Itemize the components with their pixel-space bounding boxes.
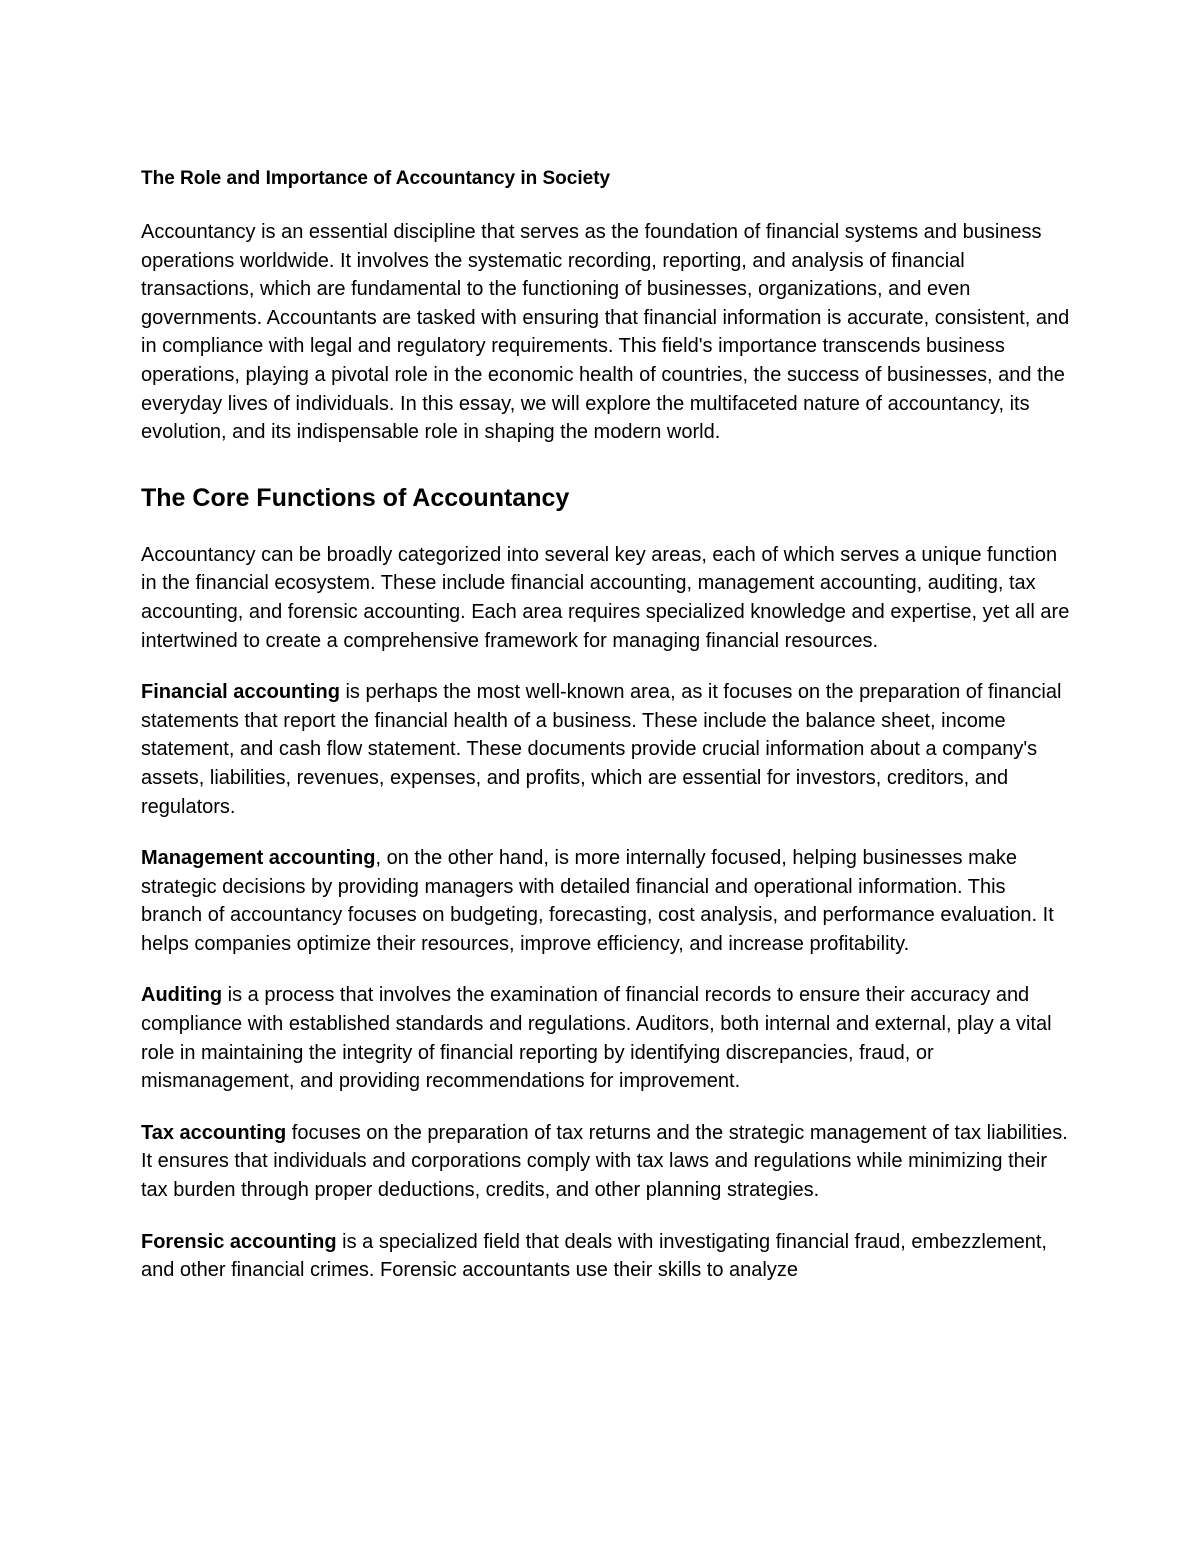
- auditing-text: is a process that involves the examination of financial records to ensure their accuracy and compliance with established standards and regulations. Auditors, both internal and external, play a vital role in maintaining the integrity of financial reporting by identifying discrepancies, fraud, or mismanagement, and providing recommendations for improvement.: [141, 984, 1052, 1093]
- document-page: [141, 166, 1071, 1308]
- forensic-accounting-text: is a specialized field that deals with investigating financial fraud, embezzlement, and other financial crimes. Forensic accountants use their skills to analyze: [141, 1230, 1047, 1282]
- document-title: The Role and Importance of Accountancy in Society: [141, 168, 611, 189]
- term-financial-accounting: Financial accounting: [141, 681, 340, 704]
- section-heading: The Core Functions of Accountancy: [141, 483, 570, 512]
- tax-accounting-paragraph: [141, 1119, 1071, 1205]
- term-forensic-accounting: Forensic accounting: [141, 1230, 337, 1253]
- management-accounting-paragraph: [141, 844, 1071, 958]
- tax-accounting-text: focuses on the preparation of tax returns and the strategic management of tax liabilities. It ensures that individuals and corporations comply with tax laws and regulations while minimizing their tax burden through proper deductions, credits, and other planning strategies.: [141, 1121, 1068, 1202]
- term-auditing: Auditing: [141, 984, 223, 1007]
- term-tax-accounting: Tax accounting: [141, 1121, 287, 1144]
- financial-accounting-paragraph: [141, 678, 1071, 821]
- management-accounting-text: , on the other hand, is more internally focused, helping businesses make strategic decisions by providing managers with detailed financial and operational information. This branch of accountancy focuses on budgeting, forecasting, cost analysis, and performance evaluation. It helps companies optimize their resources, improve efficiency, and increase profitability.: [141, 847, 1054, 955]
- section-intro-paragraph: Accountancy can be broadly categorized into several key areas, each of which serves a unique function in the financial ecosystem. These include financial accounting, management accounting, auditing, tax accounting, and forensic accounting. Each area requires specialized knowledge and expertise, yet all are intertwined to create a comprehensive framework for managing financial resources.: [141, 543, 1070, 652]
- financial-accounting-text: is perhaps the most well-known area, as it focuses on the preparation of financial statements that report the financial health of a business. These include the balance sheet, income statement, and cash flow statement. These documents provide crucial information about a company's assets, liabilities, revenues, expenses, and profits, which are essential for investors, creditors, and regulators.: [141, 681, 1062, 818]
- term-management-accounting: Management accounting: [141, 847, 376, 870]
- auditing-paragraph: [141, 981, 1071, 1095]
- forensic-accounting-paragraph: [141, 1228, 1071, 1285]
- intro-paragraph: Accountancy is an essential discipline that serves as the foundation of financial systems and business operations worldwide. It involves the systematic recording, reporting, and analysis of financial transactions, which are fundamental to the functioning of businesses, organizations, and even governments. Accountants are tasked with ensuring that financial information is accurate, consistent, and in compliance with legal and regulatory requirements. This field's importance transcends business operations, playing a pivotal role in the economic health of countries, the success of businesses, and the everyday lives of individuals. In this essay, we will explore the multifaceted nature of accountancy, its evolution, and its indispensable role in shaping the modern world.: [141, 221, 1070, 444]
